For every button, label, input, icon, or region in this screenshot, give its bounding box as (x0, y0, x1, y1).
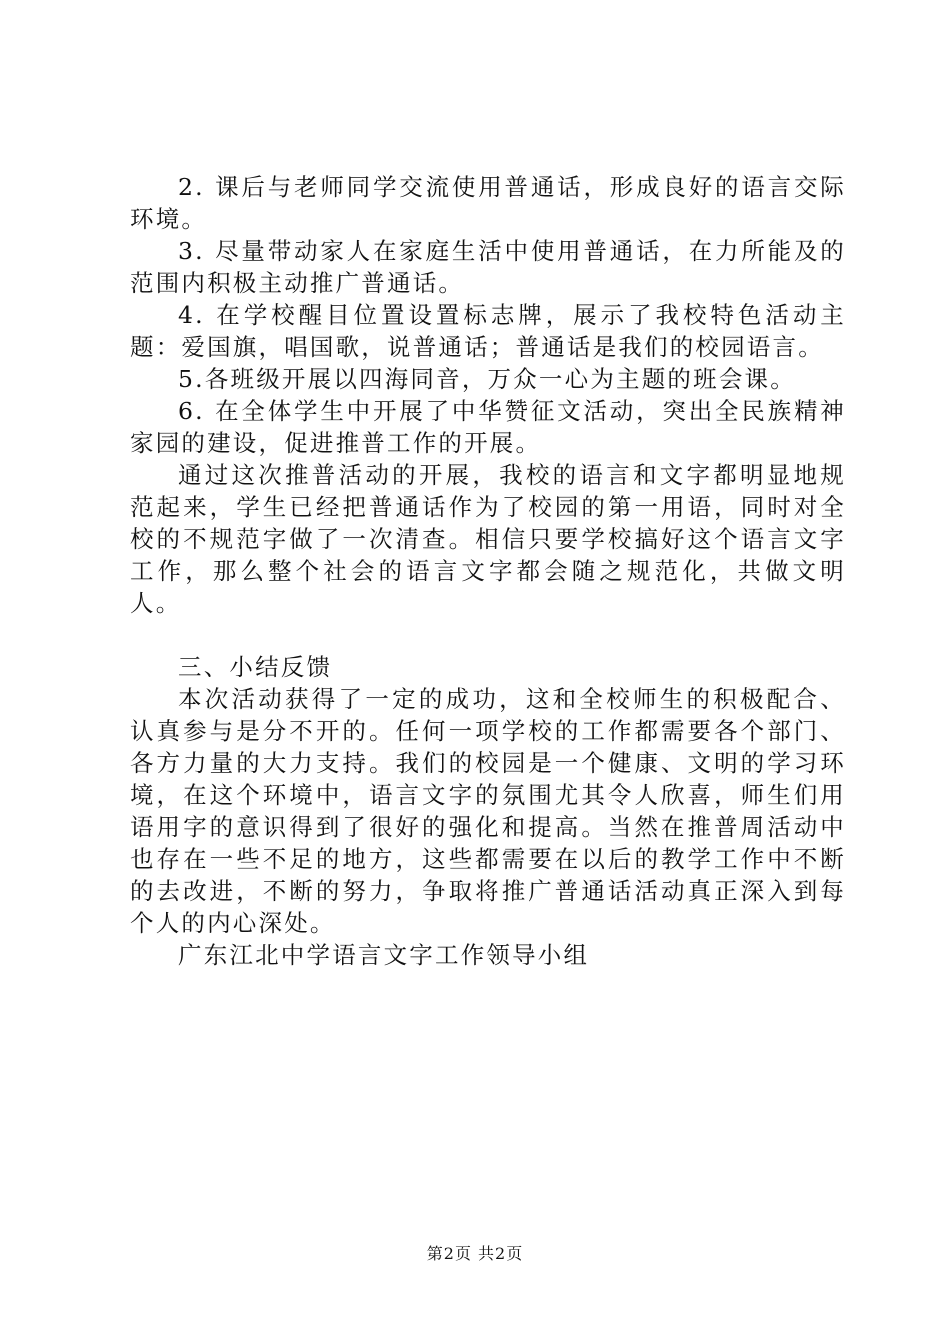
paragraph-spacer (130, 619, 846, 651)
summary-paragraph: 本次活动获得了一定的成功，这和全校师生的积极配合、认真参与是分不开的。任何一项学校的工作都需要各个部门、各方力量的大力支持。我们的校园是一个健康、文明的学习环境，在这个环境中，语言文字的氛围尤其令人欣喜，师生们用语用字的意识得到了很好的强化和提高。当然在推普周活动中也存在一些不足的地方，这些都需要在以后的教学工作中不断的去改进，不断的努力，争取将推广普通话活动真正深入到每个人的内心深处。 (130, 685, 846, 937)
list-item-4: 4. 在学校醒目位置设置标志牌，展示了我校特色活动主题：爱国旗，唱国歌，说普通话；普通话是我们的校园语言。 (130, 301, 846, 361)
list-item-5: 5.各班级开展以四海同音，万众一心为主题的班会课。 (178, 365, 796, 393)
page-number-footer: 第2页 共2页 (426, 1244, 524, 1263)
document-body (130, 171, 846, 971)
list-item-2: 2. 课后与老师同学交流使用普通话，形成良好的语言交际环境。 (130, 173, 846, 233)
section-heading: 三、小结反馈 (178, 653, 333, 681)
list-item-6: 6. 在全体学生中开展了中华赞征文活动，突出全民族精神家园的建设，促进推普工作的开展。 (130, 397, 846, 457)
signature: 广东江北中学语言文字工作领导小组 (178, 941, 590, 969)
list-item-3: 3. 尽量带动家人在家庭生活中使用普通话，在力所能及的范围内积极主动推广普通话。 (130, 237, 846, 297)
activity-result-paragraph: 通过这次推普活动的开展，我校的语言和文字都明显地规范起来，学生已经把普通话作为了校园的第一用语，同时对全校的不规范字做了一次清查。相信只要学校搞好这个语言文字工作，那么整个社会的语言文字都会随之规范化，共做文明人。 (130, 461, 846, 617)
